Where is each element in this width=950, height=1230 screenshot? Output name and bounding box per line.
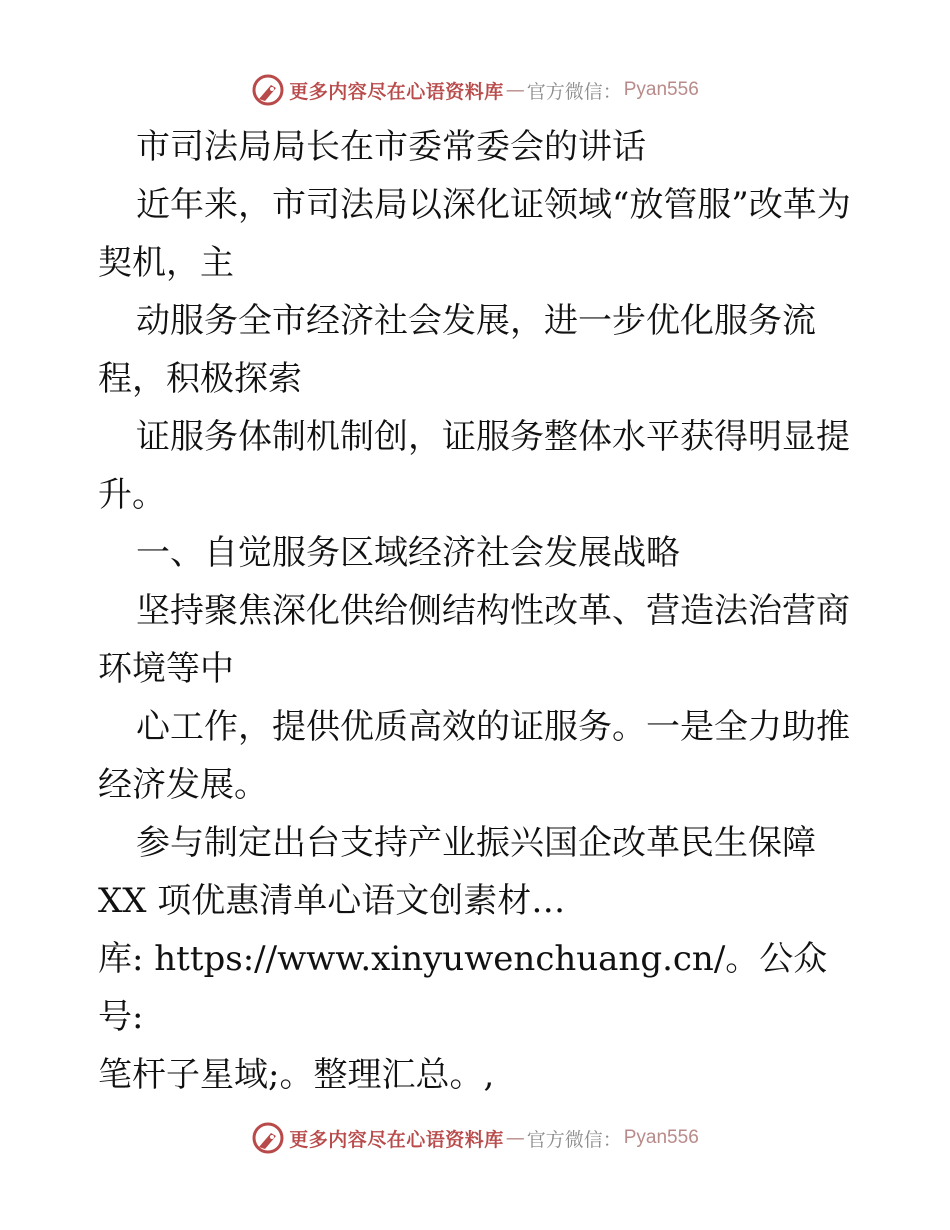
paragraph: 证服务体制机制创，证服务整体水平获得明显提升。: [98, 417, 850, 515]
paragraph-url-line: 库: https://www.xinyuwenchuang.cn/。公众号:: [98, 939, 828, 1037]
paragraph: 坚持聚焦深化供给侧结构性改革、营造法治营商环境等中: [98, 591, 850, 689]
banner-wechat-label: 官方微信：: [526, 80, 622, 103]
document-body: [98, 118, 858, 1104]
paragraph-closing-line: 笔杆子星域;。整理汇总。,: [98, 1055, 495, 1095]
pen-logo-icon: [251, 1121, 285, 1155]
banner-wechat-id: Pyan556: [623, 79, 699, 100]
header-banner: [0, 70, 950, 110]
section-heading: 一、自觉服务区域经济社会发展战略: [136, 533, 680, 573]
banner-dash: —: [505, 1127, 525, 1149]
banner-wechat-id: Pyan556: [623, 1127, 699, 1148]
paragraph: 近年来，市司法局以深化证领域“放管服”改革为契机，主: [98, 185, 851, 283]
banner-dash: —: [505, 79, 525, 101]
document-title: 市司法局局长在市委常委会的讲话: [136, 127, 646, 167]
pen-logo-icon: [251, 73, 285, 107]
footer-banner: [0, 1118, 950, 1158]
paragraph: 心工作，提供优质高效的证服务。一是全力助推经济发展。: [98, 707, 850, 805]
banner-wechat-label: 官方微信：: [526, 1128, 622, 1151]
paragraph: 动服务全市经济社会发展，进一步优化服务流程，积极探索: [98, 301, 816, 399]
paragraph: 参与制定出台支持产业振兴国企改革民生保障XX 项优惠清单心语文创素材…: [98, 823, 816, 921]
banner-main-text: 更多内容尽在心语资料库: [289, 80, 504, 103]
banner-main-text: 更多内容尽在心语资料库: [289, 1128, 504, 1151]
